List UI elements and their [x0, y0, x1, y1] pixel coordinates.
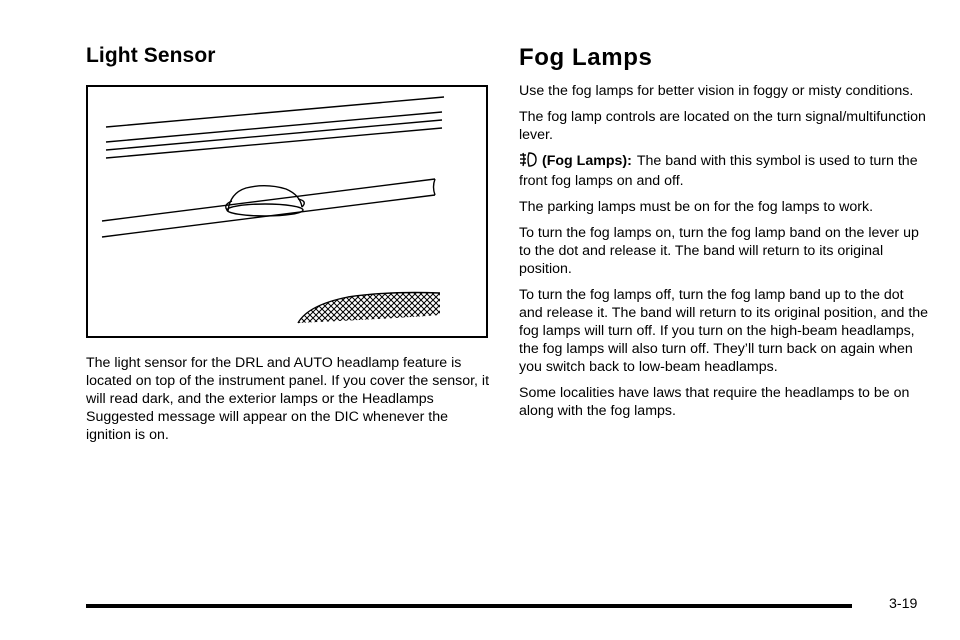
footer-rule	[86, 604, 852, 608]
fog-lamps-symbol-text: The band with this symbol is used to turn the front fog lamps on and off.	[519, 153, 918, 189]
fog-lamp-symbol-icon	[519, 152, 538, 172]
fog-lamps-turn-off: To turn the fog lamps off, turn the fog lamp band up to the dot and release it. The band will return to its original position, and the fog lamps will turn off. If you turn on the high-beam headlamps, the fog lamps will also turn off. They’ll turn back on again when you switch back to low-beam headlamps.	[519, 287, 929, 375]
fog-lamps-parking: The parking lamps must be on for the fog lamps to work.	[519, 199, 874, 215]
fog-lamps-symbol-paragraph	[519, 152, 929, 190]
fog-lamps-turn-on: To turn the fog lamps on, turn the fog lamp band on the lever up to the dot and release it. The band will return to its original position.	[519, 225, 919, 277]
fog-lamps-symbol-label: (Fog Lamps):	[542, 153, 632, 169]
fog-lamps-heading: Fog Lamps	[519, 44, 653, 71]
fog-lamps-section	[519, 44, 924, 72]
dashboard-sensor-drawing	[88, 87, 486, 336]
fog-lamps-body	[519, 82, 929, 428]
fog-lamps-controls: The fog lamp controls are located on the turn signal/multifunction lever.	[519, 109, 926, 143]
light-sensor-section	[86, 44, 490, 68]
fog-lamps-laws: Some localities have laws that require the headlamps to be on along with the fog lamps.	[519, 385, 910, 419]
light-sensor-paragraph: The light sensor for the DRL and AUTO headlamp feature is located on top of the instrument panel. If you cover the sensor, it will read dark, and the exterior lamps or the Headlamps Suggested message will appear on the DIC whenever the ignition is on.	[86, 355, 490, 443]
light-sensor-illustration	[86, 85, 488, 338]
light-sensor-heading: Light Sensor	[86, 44, 216, 67]
light-sensor-body	[86, 354, 490, 444]
page-number: 3-19	[889, 596, 918, 612]
fog-lamps-intro: Use the fog lamps for better vision in foggy or misty conditions.	[519, 83, 914, 99]
